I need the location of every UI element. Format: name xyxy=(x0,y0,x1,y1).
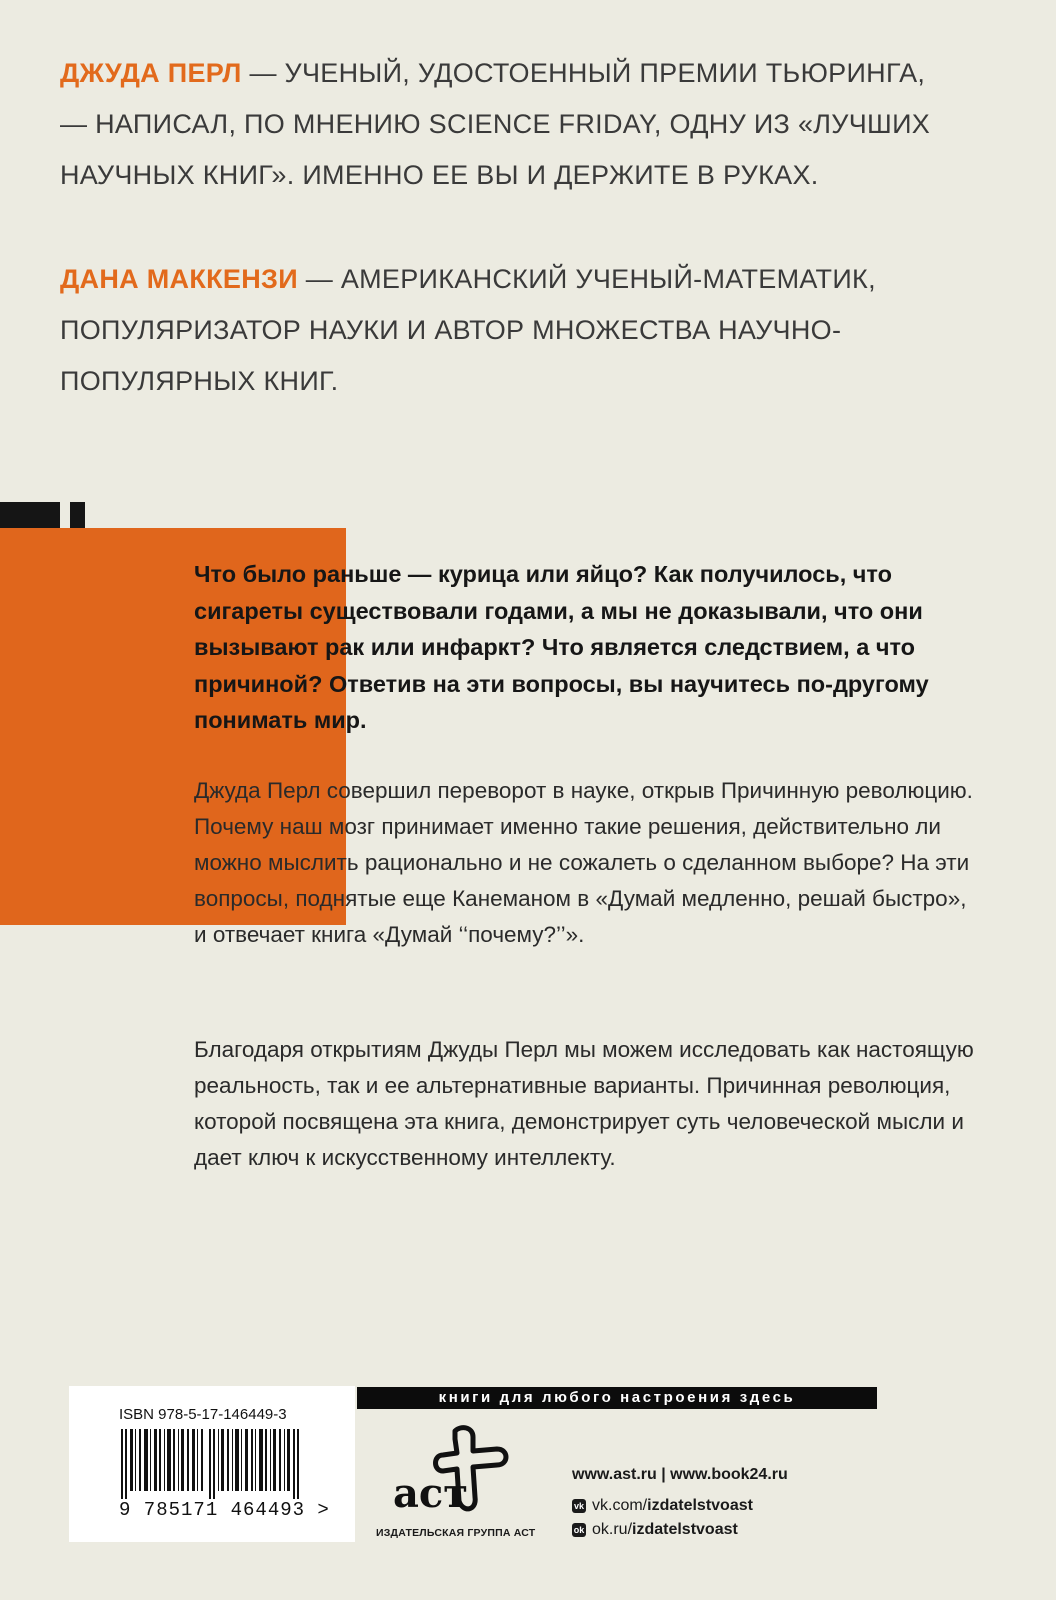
barcode-panel xyxy=(69,1386,355,1542)
bio-pearl xyxy=(60,48,960,201)
vk-domain: vk.com/ xyxy=(592,1497,648,1514)
barcode-image xyxy=(121,1429,307,1499)
website-text[interactable]: www.ast.ru | www.book24.ru xyxy=(572,1466,788,1483)
publisher-name: ИЗДАТЕЛЬСКАЯ ГРУППА АСТ xyxy=(376,1527,536,1539)
ast-logo xyxy=(393,1423,533,1523)
body-paragraph-2: Благодаря открытиям Джуды Перл мы можем исследовать как настоящую реальность, так и ее альтернативные варианты. Причинная революция, которой посвящена эта книга, демонстрирует суть человеческой мысли и дает ключ к искусственному интеллекту. xyxy=(194,1037,974,1170)
isbn-label: ISBN 978-5-17-146449-3 xyxy=(119,1406,287,1423)
bio-pearl-text: — УЧЕНЫЙ, УДОСТОЕННЫЙ ПРЕМИИ ТЬЮРИНГА, — НАПИСАЛ, ПО МНЕНИЮ SCIENCE FRIDAY, ОДНУ ИЗ «ЛУЧШИХ НАУЧНЫХ КНИГ». ИМЕННО ЕЕ ВЫ И ДЕРЖИТЕ В РУКАХ. xyxy=(60,58,931,190)
ok-link[interactable] xyxy=(572,1521,738,1539)
vk-icon: vk xyxy=(573,1501,584,1511)
ok-domain: ok.ru/ xyxy=(592,1521,633,1538)
vk-handle: izdatelstvoast xyxy=(647,1497,753,1514)
ok-icon: ok xyxy=(573,1525,585,1535)
logo-text: аст xyxy=(393,1470,469,1517)
lead-paragraph: Что было раньше — курица или яйцо? Как получилось, что сигареты существовали годами, а мы не доказывали, что они вызывают рак или инфаркт? Что является следствием, а что причиной? Ответив на эти вопросы, вы научитесь по-другому понимать мир. xyxy=(194,561,929,733)
vk-link[interactable] xyxy=(572,1497,753,1515)
body-paragraph-1: Джуда Перл совершил переворот в науке, открыв Причинную революцию. Почему наш мозг принимает именно такие решения, действительно ли можно мыслить рационально и не сожалеть о сделанном выборе? На эти вопросы, поднятые еще Канеманом в «Думай медленно, решай быстро», и отвечает книга «Думай ‘‘почему?’’». xyxy=(194,778,973,947)
barcode-digits: 9 785171 464493 > xyxy=(119,1499,330,1521)
bio-mackenzie xyxy=(60,254,960,407)
tagline-banner: книги для любого настроения здесь xyxy=(357,1387,877,1409)
author-name-mackenzie: ДАНА МАККЕНЗИ xyxy=(60,264,298,294)
website-links xyxy=(572,1466,788,1484)
ok-handle: izdatelstvoast xyxy=(632,1521,738,1538)
bio-mackenzie-text: — АМЕРИКАНСКИЙ УЧЕНЫЙ-МАТЕМАТИК, ПОПУЛЯРИЗАТОР НАУКИ И АВТОР МНОЖЕСТВА НАУЧНО-ПОПУЛЯРНЫХ КНИГ. xyxy=(60,264,876,396)
author-name-pearl: ДЖУДА ПЕРЛ xyxy=(60,58,242,88)
